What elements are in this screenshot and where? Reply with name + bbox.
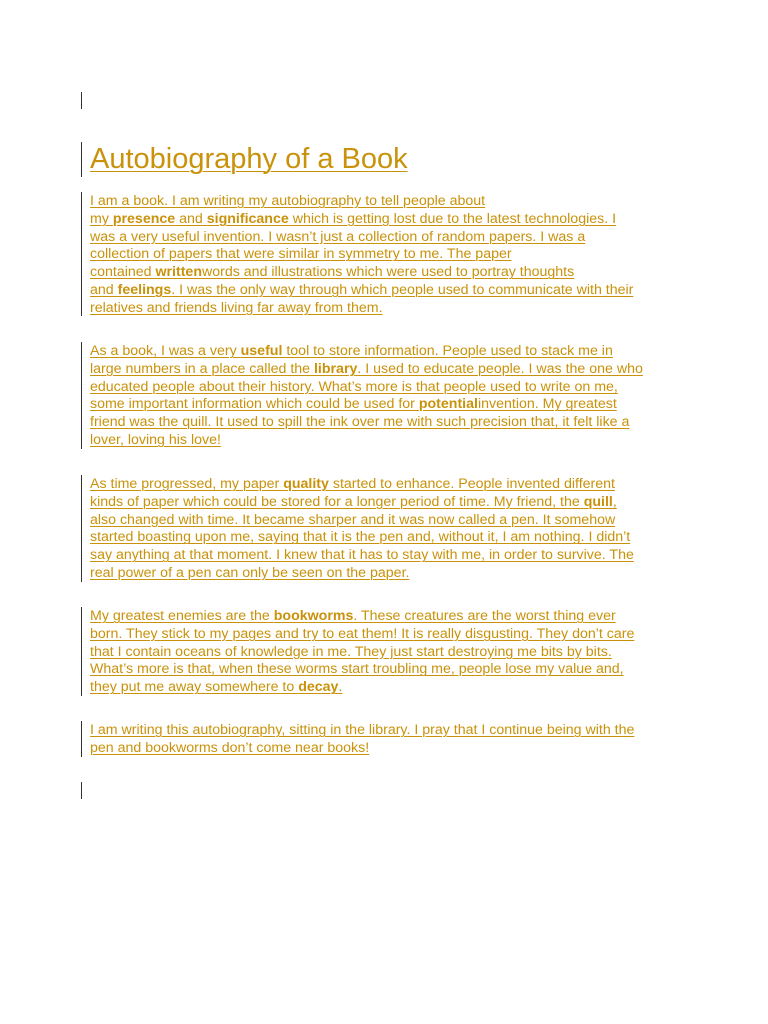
text-run: and	[175, 210, 207, 227]
text-line	[90, 644, 634, 662]
paragraph-2	[90, 343, 643, 450]
text-run: words and illustrations which were used to portray thoughts	[202, 264, 575, 281]
empty-line-change-bar-top	[81, 92, 82, 109]
text-line	[90, 608, 634, 626]
bold-term: written	[155, 264, 202, 281]
text-line	[90, 264, 633, 282]
text-run: started boasting upon me, saying that it is the pen and, without it, I am nothing. I didn’t	[90, 529, 631, 546]
bold-term: quality	[283, 476, 329, 492]
text-run: large numbers in a place called the	[90, 360, 314, 377]
text-line	[90, 565, 634, 583]
title-change-bar	[81, 142, 82, 177]
text-run: my	[90, 210, 113, 227]
text-line	[90, 396, 643, 414]
text-line	[90, 679, 634, 697]
bold-term: presence	[112, 210, 176, 227]
bold-term: significance	[206, 210, 289, 227]
text-run: . I used to educate people. I was the one who	[357, 360, 643, 377]
text-line	[90, 414, 643, 432]
text-line	[90, 229, 633, 247]
text-line	[90, 282, 633, 300]
text-line	[90, 722, 634, 740]
bold-term: decay	[298, 679, 339, 696]
text-line	[90, 661, 634, 679]
text-run: .	[338, 679, 343, 696]
text-run: I am writing this autobiography, sitting in the library. I pray that I continue being with the	[90, 722, 635, 738]
text-run: tool to store information. People used to stack me in	[282, 343, 613, 359]
text-run: and	[90, 281, 118, 298]
bold-term: bookworms	[273, 608, 354, 624]
text-run: also changed with time. It became sharper and it was now called a pen. It somehow	[90, 511, 616, 528]
text-line	[90, 626, 634, 644]
text-run: friend was the quill. It used to spill the ink over me with such precision that, it felt like a	[90, 414, 630, 431]
text-line	[90, 211, 633, 229]
text-run: that I contain oceans of knowledge in me. They just start destroying me bits by bits.	[90, 643, 612, 660]
text-run: real power of a pen can only be seen on the paper.	[90, 564, 410, 581]
text-line	[90, 547, 634, 565]
text-line	[90, 379, 643, 397]
text-run: I am a book. I am writing my autobiography to tell people about	[90, 193, 486, 209]
text-line	[90, 494, 634, 512]
text-run: lover, loving his love!	[90, 431, 221, 448]
text-line	[90, 740, 634, 758]
empty-line-change-bar-bottom	[81, 782, 82, 799]
text-run: collection of papers that were similar in symmetry to me. The paper	[90, 246, 512, 263]
text-run: pen and bookworms don’t come near books!	[90, 739, 370, 756]
document-title: Autobiography of a Book	[90, 143, 408, 175]
text-line	[90, 432, 643, 450]
text-line	[90, 193, 633, 211]
text-run: contained	[90, 264, 156, 281]
text-run: What’s more is that, when these worms start troubling me, people lose my value and,	[90, 661, 624, 678]
text-run: they put me away somewhere to	[90, 679, 299, 696]
text-run: which is getting lost due to the latest technologies. I	[288, 210, 617, 227]
text-run: As time progressed, my paper	[90, 476, 284, 492]
text-line	[90, 300, 633, 318]
text-line	[90, 476, 634, 494]
paragraph-5-change-bar	[81, 721, 82, 757]
text-run: was a very useful invention. I wasn’t just a collection of random papers. I was a	[90, 228, 586, 245]
bold-term: useful	[240, 343, 283, 359]
paragraph-3	[90, 476, 634, 583]
text-run: . These creatures are the worst thing ever	[353, 608, 616, 624]
text-line	[90, 529, 634, 547]
bold-term: potential	[418, 396, 478, 413]
paragraph-1	[90, 193, 633, 318]
text-line	[90, 512, 634, 530]
text-line	[90, 343, 643, 361]
text-run: some important information which could be used for	[90, 396, 419, 413]
bold-term: quill	[583, 493, 613, 510]
text-run: started to enhance. People invented different	[328, 476, 615, 492]
text-run: My greatest enemies are the	[90, 608, 274, 624]
text-line	[90, 361, 643, 379]
text-run: kinds of paper which could be stored for a longer period of time. My friend, the	[90, 493, 584, 510]
paragraph-5	[90, 722, 634, 758]
text-run: . I was the only way through which people used to communicate with their	[171, 281, 634, 298]
text-run: say anything at that moment. I knew that it has to stay with me, in order to survive. The	[90, 547, 634, 564]
text-run: As a book, I was a very	[90, 343, 241, 359]
text-run: ,	[612, 493, 617, 510]
text-run: relatives and friends living far away from them.	[90, 299, 383, 316]
bold-term: library	[313, 360, 358, 377]
text-run: invention. My greatest	[477, 396, 617, 413]
text-line	[90, 246, 633, 264]
paragraph-3-change-bar	[81, 475, 82, 582]
text-run: born. They stick to my pages and try to eat them! It is really disgusting. They don’t care	[90, 625, 635, 642]
text-run: educated people about their history. What’s more is that people used to write on me,	[90, 378, 618, 395]
paragraph-4-change-bar	[81, 607, 82, 696]
paragraph-2-change-bar	[81, 342, 82, 449]
paragraph-1-change-bar	[81, 192, 82, 316]
paragraph-4	[90, 608, 634, 697]
bold-term: feelings	[117, 281, 172, 298]
